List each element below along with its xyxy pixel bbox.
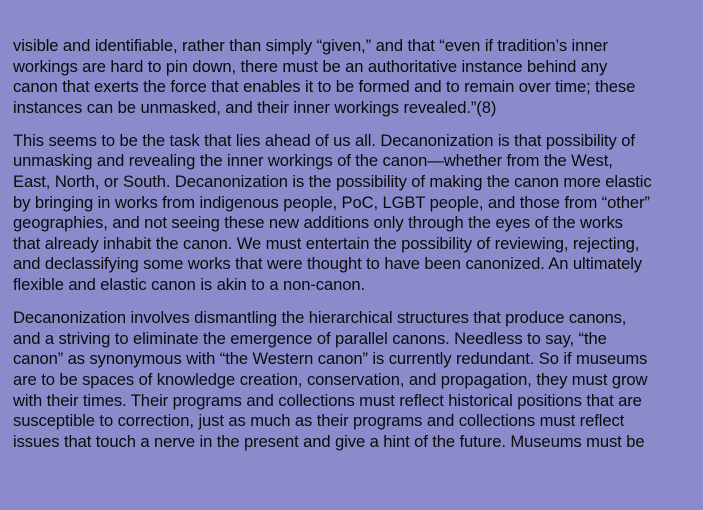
text-line: Decanonization involves dismantling the hierarchical structures that produce canons,	[13, 308, 627, 328]
text-line: visible and identifiable, rather than simply “given,” and that “even if tradition’s inner	[13, 36, 608, 55]
paragraph-3	[13, 308, 687, 452]
text-line: and a striving to eliminate the emergence of parallel canons. Needless to say, “the	[13, 328, 607, 348]
text-line: with their times. Their programs and collections must reflect historical positions that are	[13, 390, 642, 410]
text-line: geographies, and not seeing these new additions only through the eyes of the works	[13, 213, 623, 233]
paragraph-1	[13, 36, 687, 118]
text-line: by bringing in works from indigenous people, PoC, LGBT people, and those from “other”	[13, 192, 650, 212]
text-line: and declassifying some works that were thought to have been canonized. An ultimately	[13, 254, 642, 274]
text-line: susceptible to correction, just as much as their programs and collections must reflect	[13, 411, 625, 431]
paragraph-2	[13, 131, 687, 296]
text-line: unmasking and revealing the inner workings of the canon—whether from the West,	[13, 151, 613, 171]
text-line: canon that exerts the force that enables it to be formed and to remain over time; these	[13, 77, 636, 97]
text-line: This seems to be the task that lies ahead of us all. Decanonization is that possibility of	[13, 130, 635, 150]
text-line: instances can be unmasked, and their inner workings revealed.”(8)	[13, 97, 497, 117]
text-line: East, North, or South. Decanonization is the possibility of making the canon more elastic	[13, 172, 652, 192]
text-line: are to be spaces of knowledge creation, conservation, and propagation, they must grow	[13, 369, 648, 389]
text-line: flexible and elastic canon is akin to a non-canon.	[13, 275, 365, 295]
text-line: canon” as synonymous with “the Western canon” is currently redundant. So if museums	[13, 349, 648, 369]
text-line: issues that touch a nerve in the present and give a hint of the future. Museums must be	[13, 431, 645, 451]
text-line: that already inhabit the canon. We must entertain the possibility of reviewing, rejecting,	[13, 233, 640, 253]
text-line: workings are hard to pin down, there must be an authoritative instance behind any	[13, 56, 608, 76]
